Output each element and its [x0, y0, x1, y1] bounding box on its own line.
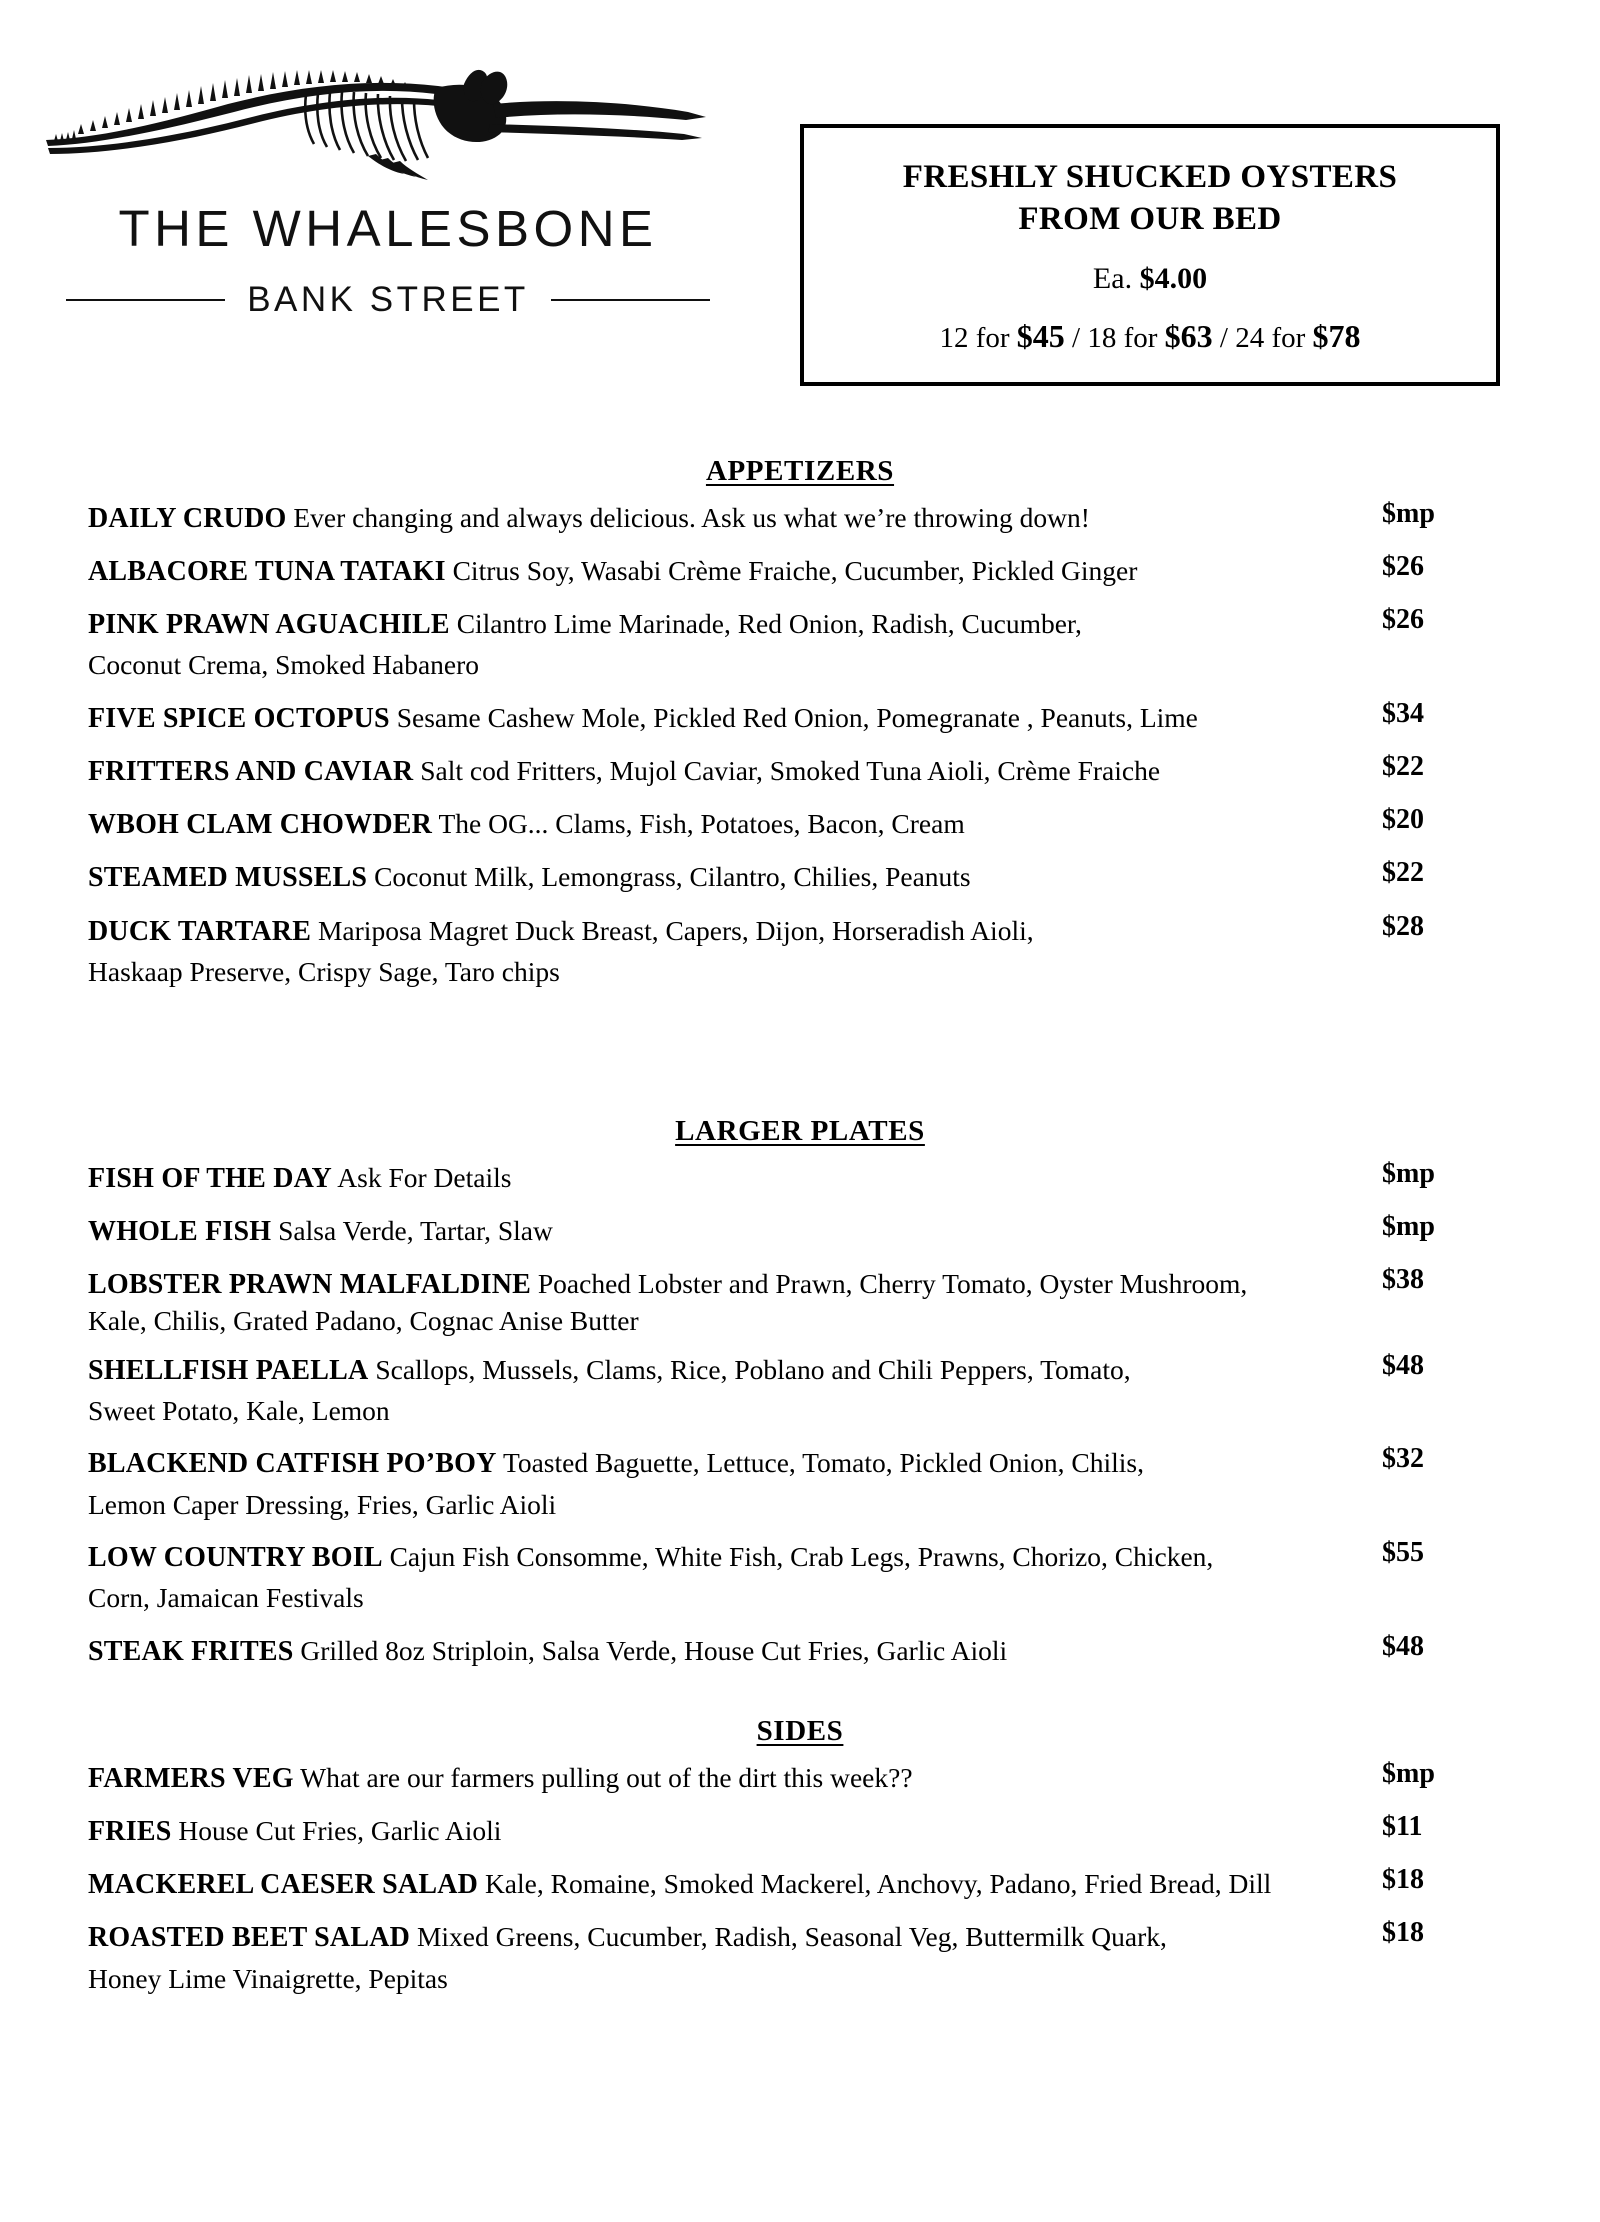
menu-item-line — [88, 1443, 1512, 1484]
menu-item-description: Salsa Verde, Tartar, Slaw — [271, 1215, 553, 1247]
menu-item-description: Citrus Soy, Wasabi Crème Fraiche, Cucumber, Pickled Ginger — [445, 555, 1138, 587]
brand-name: THE WHALESBONE — [118, 200, 658, 257]
menu-item-description: The OG... Clams, Fish, Potatoes, Bacon, Cream — [432, 808, 965, 840]
oyster-promo-box — [800, 124, 1500, 386]
menu-item-name: SHELLFISH PAELLA — [88, 1354, 369, 1386]
menu-item-line — [88, 1158, 1512, 1199]
menu-item — [88, 1537, 1512, 1619]
brand-street-row — [38, 280, 738, 320]
rule-left — [66, 299, 225, 301]
menu-item-price: $18 — [1382, 1864, 1424, 1896]
menu-item-line — [88, 1631, 1512, 1672]
menu-item-name: FRIES — [88, 1816, 172, 1848]
menu-item-name: LOW COUNTRY BOIL — [88, 1542, 383, 1574]
menu-item-name: MACKEREL CAESER SALAD — [88, 1869, 479, 1901]
menu-item — [88, 804, 1512, 845]
menu-item-line — [88, 498, 1512, 539]
menu-item-price: $mp — [1382, 498, 1435, 529]
section-heading: APPETIZERS — [705, 455, 895, 487]
oyster-title-line2: FROM OUR BED — [1018, 201, 1282, 238]
menu-item-list — [0, 1158, 1600, 1672]
menu-item-price: $18 — [1382, 1917, 1424, 1949]
oyster-bulk3-price: $78 — [1312, 318, 1361, 355]
menu-item-description: House Cut Fries, Garlic Aioli — [171, 1815, 502, 1847]
menu-item-line — [88, 1211, 1512, 1252]
menu-item-description-cont: Haskaap Preserve, Crispy Sage, Taro chips — [88, 955, 560, 987]
menu-item-line — [88, 804, 1512, 845]
menu-item-description: Toasted Baguette, Lettuce, Tomato, Pickled Onion, Chilis, — [496, 1447, 1144, 1479]
menu-item — [88, 751, 1512, 792]
menu-item-line — [88, 1758, 1512, 1799]
menu-item-line — [88, 1917, 1512, 1958]
menu-item — [88, 1917, 1512, 1999]
menu-item-name: PINK PRAWN AGUACHILE — [88, 609, 450, 641]
oyster-bulk1-qty: 12 for — [939, 322, 1017, 355]
menu-item-name: BLACKEND CATFISH PO’BOY — [88, 1448, 497, 1480]
menu-item-price: $26 — [1382, 551, 1424, 583]
menu-item-price: $11 — [1382, 1811, 1423, 1843]
menu-item-description: Mariposa Magret Duck Breast, Capers, Dijon, Horseradish Aioli, — [311, 914, 1034, 946]
menu-item-line — [88, 857, 1512, 898]
oyster-promo-title — [804, 156, 1496, 240]
whale-skeleton-icon — [38, 68, 728, 183]
menu-item-description: Ever changing and always delicious. Ask us what we’re throwing down! — [286, 502, 1090, 533]
menu-item — [88, 604, 1512, 686]
menu-item-description: Kale, Romaine, Smoked Mackerel, Anchovy, Padano, Fried Bread, Dill — [478, 1868, 1272, 1900]
menu-header — [0, 0, 1600, 410]
oyster-bulk2-qty: 18 for — [1087, 322, 1165, 355]
menu-item-description-cont: Lemon Caper Dressing, Fries, Garlic Aioli — [88, 1488, 557, 1520]
menu-item-name: FIVE SPICE OCTOPUS — [88, 702, 390, 734]
oyster-bulk2-price: $63 — [1164, 318, 1213, 355]
menu-item-line — [88, 551, 1512, 592]
menu-item-description: Scallops, Mussels, Clams, Rice, Poblano and Chili Peppers, Tomato, — [368, 1353, 1131, 1385]
menu-item-description: Sesame Cashew Mole, Pickled Red Onion, Pomegranate , Peanuts, Lime — [389, 701, 1198, 733]
menu-item — [88, 698, 1512, 739]
menu-item-price: $32 — [1382, 1443, 1424, 1475]
menu-item-price: $48 — [1382, 1630, 1424, 1662]
menu-item-list — [0, 1758, 1600, 1999]
menu-item-price: $34 — [1382, 697, 1424, 729]
menu-item-description-cont: Kale, Chilis, Grated Padano, Cognac Anise Butter — [88, 1305, 639, 1337]
menu-item — [88, 498, 1512, 539]
section-larger-plates — [0, 1115, 1600, 1684]
oyster-title-line1: FRESHLY SHUCKED OYSTERS — [902, 159, 1398, 195]
menu-item-description: Cilantro Lime Marinade, Red Onion, Radish, Cucumber, — [449, 608, 1082, 640]
oyster-bulk-price-row — [804, 318, 1496, 355]
menu-item — [88, 911, 1512, 993]
menu-item-line — [88, 1264, 1512, 1305]
menu-item-price: $22 — [1382, 857, 1424, 889]
menu-item-name: WBOH CLAM CHOWDER — [88, 809, 433, 841]
menu-item-line — [88, 604, 1512, 645]
menu-item-line — [88, 911, 1512, 952]
menu-item-line — [88, 751, 1512, 792]
menu-item — [88, 1631, 1512, 1672]
menu-item-name: FARMERS VEG — [88, 1763, 294, 1794]
menu-item-price: $55 — [1382, 1537, 1424, 1569]
rule-right — [551, 299, 710, 301]
menu-item-line — [88, 1537, 1512, 1578]
menu-item-description: Grilled 8oz Striploin, Salsa Verde, House Cut Fries, Garlic Aioli — [293, 1634, 1008, 1666]
section-heading: LARGER PLATES — [675, 1115, 925, 1147]
section-appetizers — [0, 455, 1600, 1004]
menu-item-name: LOBSTER PRAWN MALFALDINE — [88, 1269, 531, 1301]
menu-item-price: $20 — [1382, 804, 1424, 836]
menu-item-price: $mp — [1382, 1211, 1435, 1243]
oyster-bulk3-qty: 24 for — [1235, 322, 1313, 355]
menu-item-description: Ask For Details — [331, 1162, 512, 1193]
brand-street: BANK STREET — [247, 280, 529, 319]
menu-item — [88, 1443, 1512, 1525]
menu-item — [88, 1758, 1512, 1799]
menu-item-line — [88, 1811, 1512, 1852]
menu-item — [88, 1158, 1512, 1199]
menu-item — [88, 1350, 1512, 1432]
menu-item-price: $48 — [1382, 1349, 1424, 1381]
oyster-each-price: $4.00 — [1139, 262, 1208, 296]
menu-item-line — [88, 698, 1512, 739]
menu-item — [88, 1864, 1512, 1905]
menu-item-line — [88, 1864, 1512, 1905]
menu-item-price: $mp — [1382, 1158, 1435, 1189]
menu-item-description-cont: Honey Lime Vinaigrette, Pepitas — [88, 1962, 448, 1994]
menu-item-name: DUCK TARTARE — [88, 915, 312, 947]
menu-item-price: $28 — [1382, 910, 1424, 942]
menu-item-price: $22 — [1382, 751, 1424, 783]
menu-item — [88, 857, 1512, 898]
menu-item-price: $mp — [1382, 1758, 1435, 1789]
menu-item-name: ALBACORE TUNA TATAKI — [88, 556, 446, 588]
oyster-bulk1-price: $45 — [1016, 318, 1065, 355]
menu-item-price: $26 — [1382, 604, 1424, 636]
menu-item-name: WHOLE FISH — [88, 1216, 272, 1248]
menu-item-name: STEAMED MUSSELS — [88, 862, 368, 894]
menu-item — [88, 1264, 1512, 1338]
menu-item-list — [0, 498, 1600, 992]
menu-item-description: Poached Lobster and Prawn, Cherry Tomato, Oyster Mushroom, — [531, 1268, 1248, 1300]
menu-item-line — [88, 1350, 1512, 1391]
oyster-sep-1: / — [1064, 322, 1088, 355]
menu-item-description: Coconut Milk, Lemongrass, Cilantro, Chilies, Peanuts — [367, 861, 971, 893]
section-heading: SIDES — [756, 1715, 844, 1747]
restaurant-logo — [38, 68, 738, 320]
menu-item-description: Mixed Greens, Cucumber, Radish, Seasonal Veg, Buttermilk Quark, — [410, 1921, 1167, 1953]
menu-item-description: What are our farmers pulling out of the dirt this week?? — [293, 1762, 913, 1793]
menu-item — [88, 1811, 1512, 1852]
menu-item-name: FISH OF THE DAY — [88, 1163, 332, 1194]
section-sides — [0, 1715, 1600, 2011]
menu-item-description-cont: Corn, Jamaican Festivals — [88, 1582, 364, 1614]
menu-item — [88, 551, 1512, 592]
menu-item — [88, 1211, 1512, 1252]
menu-item-name: DAILY CRUDO — [88, 503, 287, 534]
menu-item-description: Salt cod Fritters, Mujol Caviar, Smoked Tuna Aioli, Crème Fraiche — [413, 755, 1161, 787]
menu-item-name: STEAK FRITES — [88, 1635, 294, 1667]
menu-item-description-cont: Sweet Potato, Kale, Lemon — [88, 1395, 390, 1427]
menu-item-name: ROASTED BEET SALAD — [88, 1922, 411, 1954]
oyster-each-price-row — [804, 262, 1496, 296]
oyster-sep-2: / — [1212, 322, 1236, 355]
menu-item-name: FRITTERS AND CAVIAR — [88, 756, 414, 788]
menu-item-price: $38 — [1382, 1264, 1424, 1296]
menu-item-description-cont: Coconut Crema, Smoked Habanero — [88, 649, 480, 681]
oyster-each-label: Ea. — [1092, 262, 1140, 296]
menu-item-description: Cajun Fish Consomme, White Fish, Crab Legs, Prawns, Chorizo, Chicken, — [382, 1541, 1214, 1573]
